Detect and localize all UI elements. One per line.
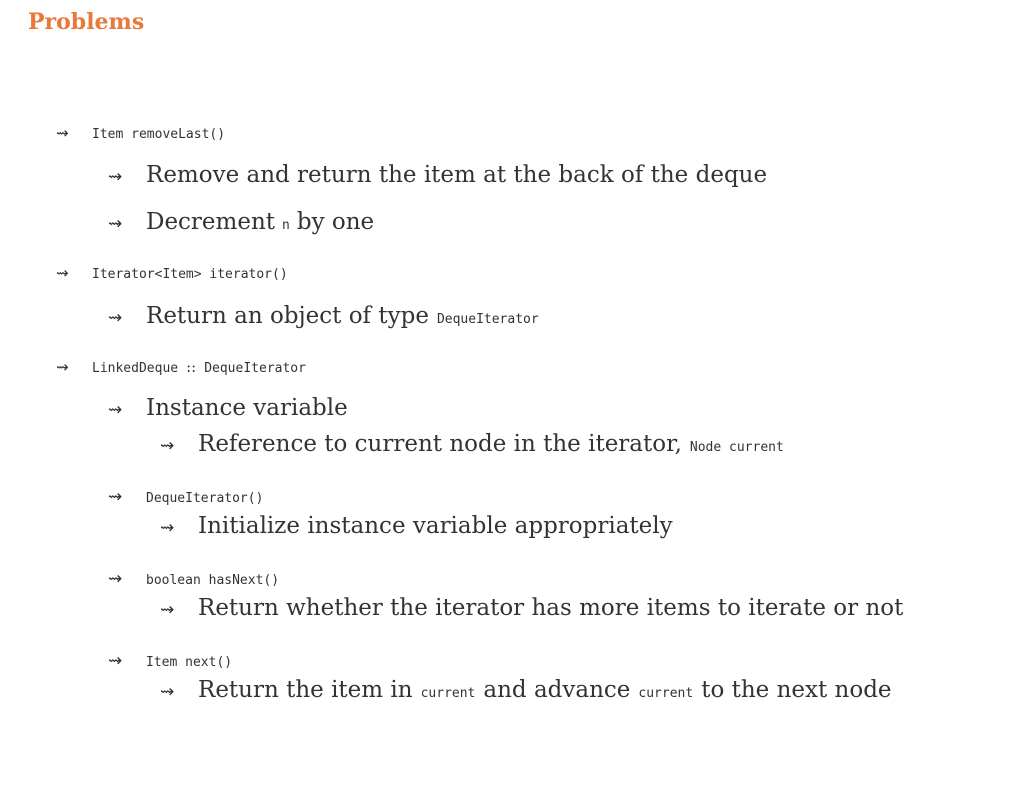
inline-code: DequeIterator — [436, 312, 539, 327]
sub-bullet-reference — [160, 431, 784, 457]
inline-code: current — [420, 686, 476, 701]
bullet-decrement — [108, 209, 374, 235]
bullet-text: and advance — [483, 677, 631, 703]
bullet-text: Return the item in — [198, 677, 413, 703]
bullet-text: Decrement — [146, 209, 276, 235]
scope-separator: :: — [186, 358, 197, 376]
squiggle-arrow-icon: ⇝ — [108, 569, 123, 589]
sub-bullet-has-next — [160, 595, 903, 621]
bullet-remove-return — [108, 162, 767, 188]
squiggle-arrow-icon: ⇝ — [160, 600, 175, 620]
squiggle-arrow-icon: ⇝ — [56, 358, 69, 376]
squiggle-arrow-icon: ⇝ — [108, 651, 123, 671]
bullet-text: to the next node — [701, 677, 892, 703]
page-title: Problems — [28, 9, 145, 35]
bullet-text: Reference to current node in the iterator, — [198, 431, 682, 457]
method-iterator — [56, 264, 288, 282]
squiggle-arrow-icon: ⇝ — [56, 264, 69, 282]
method-signature: Item removeLast() — [92, 127, 226, 142]
squiggle-arrow-icon: ⇝ — [108, 487, 123, 507]
squiggle-arrow-icon: ⇝ — [108, 400, 123, 420]
squiggle-arrow-icon: ⇝ — [108, 308, 123, 328]
squiggle-arrow-icon: ⇝ — [160, 436, 175, 456]
method-signature: Iterator<Item> iterator() — [92, 267, 288, 282]
bullet-instance-variable — [108, 395, 348, 421]
inline-code: current — [638, 686, 694, 701]
squiggle-arrow-icon: ⇝ — [108, 214, 123, 234]
method-signature: DequeIterator() — [146, 491, 264, 506]
method-constructor — [108, 487, 263, 507]
method-next — [108, 651, 232, 671]
sub-bullet-initialize — [160, 513, 673, 539]
class-name: DequeIterator — [204, 361, 306, 376]
inline-code: n — [282, 218, 290, 233]
method-has-next — [108, 569, 279, 589]
squiggle-arrow-icon: ⇝ — [108, 167, 123, 187]
squiggle-arrow-icon: ⇝ — [56, 124, 69, 142]
method-signature: boolean hasNext() — [146, 573, 280, 588]
sub-bullet-next — [160, 677, 892, 703]
bullet-text: Remove and return the item at the back of the deque — [146, 162, 768, 188]
squiggle-arrow-icon: ⇝ — [160, 518, 175, 538]
method-remove-last — [56, 124, 225, 142]
class-deque-iterator — [56, 358, 306, 376]
bullet-text: Instance variable — [146, 395, 348, 421]
class-name: LinkedDeque — [92, 361, 179, 376]
squiggle-arrow-icon: ⇝ — [160, 682, 175, 702]
bullet-text: by one — [296, 209, 375, 235]
bullet-text: Return whether the iterator has more items to iterate or not — [198, 595, 904, 621]
bullet-text: Return an object of type — [146, 303, 429, 329]
method-signature: Item next() — [146, 655, 233, 670]
bullet-text: Initialize instance variable appropriately — [198, 513, 673, 539]
bullet-return-object — [108, 303, 539, 329]
inline-code: Node current — [689, 440, 784, 455]
